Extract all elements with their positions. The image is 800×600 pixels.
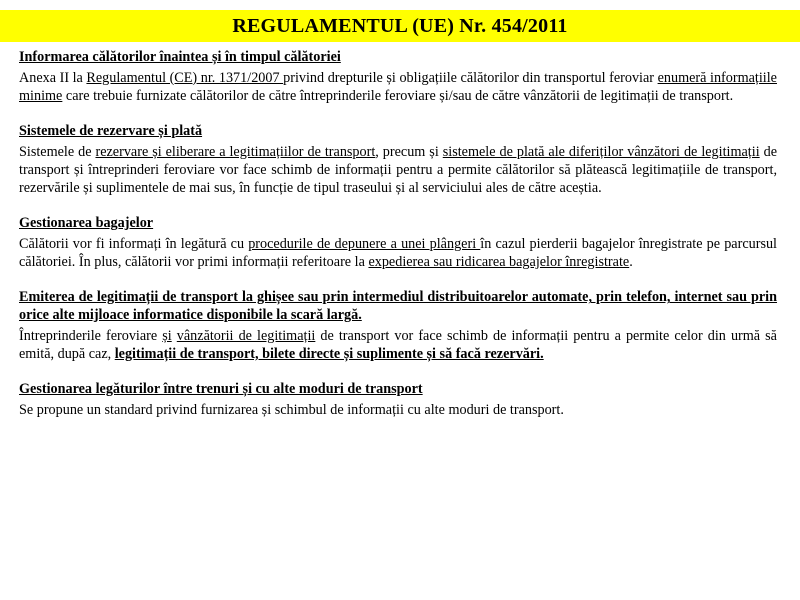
text-run: de transport și întreprinderi feroviare vor face schimb de informații pentru a permite călătorilor să plătească legitimațiile de transport, rezervările și suplimentele de mai sus, în funcție de tipul traseului și al serviciului ales de către aceștia. (19, 143, 777, 196)
text-run: privind drepturile și obligațiile călătorilor din transportul feroviar (283, 69, 658, 86)
section-heading: Sistemele de rezervare și plată (19, 123, 203, 140)
text-run-underlined: și (162, 327, 172, 344)
text-run: . (629, 253, 633, 270)
section-heading: Gestionarea legăturilor între trenuri și cu alte moduri de transport (19, 381, 423, 398)
text-run: Se propune un standard privind furnizarea și schimbul de informații cu alte moduri de transport. (19, 402, 564, 419)
section-paragraph (19, 144, 777, 197)
text-run-bold: Emiterea de legitimații de transport (19, 289, 238, 306)
section-paragraph (19, 70, 777, 106)
text-run: de transport vor face schimb de informații pentru a permite celor din urmă să emită, după caz, (19, 327, 777, 362)
text-run-underlined: sistemele de plată ale diferiților vânzători de legitimații (442, 143, 760, 160)
section-paragraph (19, 402, 777, 420)
text-run: în cazul pierderii bagajelor înregistrate pe parcursul călătoriei. În plus, călătorii vor primi informații referitoare la (19, 235, 777, 270)
text-run-underlined: enumeră informațiile minime (19, 69, 777, 104)
text-run-underlined: expedierea sau ridicarea bagajelor înregistrate (368, 253, 630, 270)
text-run: Sistemele de (19, 143, 96, 160)
text-run: care trebuie furnizate călătorilor de către întreprinderile feroviare și/sau de către vânzătorii de legitimații de transport. (62, 87, 734, 104)
section-passenger-information (19, 49, 777, 105)
section-baggage (19, 215, 777, 271)
page-title: REGULAMENTUL (UE) Nr. 454/2011 (232, 14, 568, 37)
section-heading: Gestionarea bagajelor (19, 215, 154, 232)
text-run-underlined: vânzătorii de legitimații (176, 327, 316, 344)
text-run: Călătorii vor fi informați în legătură cu (19, 235, 249, 252)
text-run-underlined: rezervare și eliberare a legitimațiilor de transport (95, 143, 376, 160)
document-body (19, 49, 777, 420)
text-run: Anexa II la (19, 69, 87, 86)
text-run-bold-underlined: legitimații de transport, bilete directe și suplimente și să facă rezervări. (114, 345, 544, 362)
text-run: , precum și (375, 143, 443, 160)
title-banner (0, 10, 800, 42)
text-run-bold: la ghișee sau prin intermediul distribuitoarelor automate, prin telefon, internet sau prin orice alte mijloace informatice disponibile la scară largă. (19, 289, 778, 324)
text-run: Întreprinderile feroviare (19, 327, 163, 344)
section-paragraph (19, 236, 777, 272)
text-run-underlined: procedurile de depunere a unei plângeri (248, 235, 481, 252)
section-paragraph (19, 328, 777, 364)
section-connections (19, 381, 777, 420)
section-ticket-issuing (19, 289, 777, 363)
section-heading (19, 289, 777, 325)
section-heading: Informarea călătorilor înaintea și în timpul călătoriei (19, 49, 341, 65)
text-run-underlined: Regulamentul (CE) nr. 1371/2007 (86, 69, 284, 86)
section-reservation-payment (19, 123, 777, 197)
